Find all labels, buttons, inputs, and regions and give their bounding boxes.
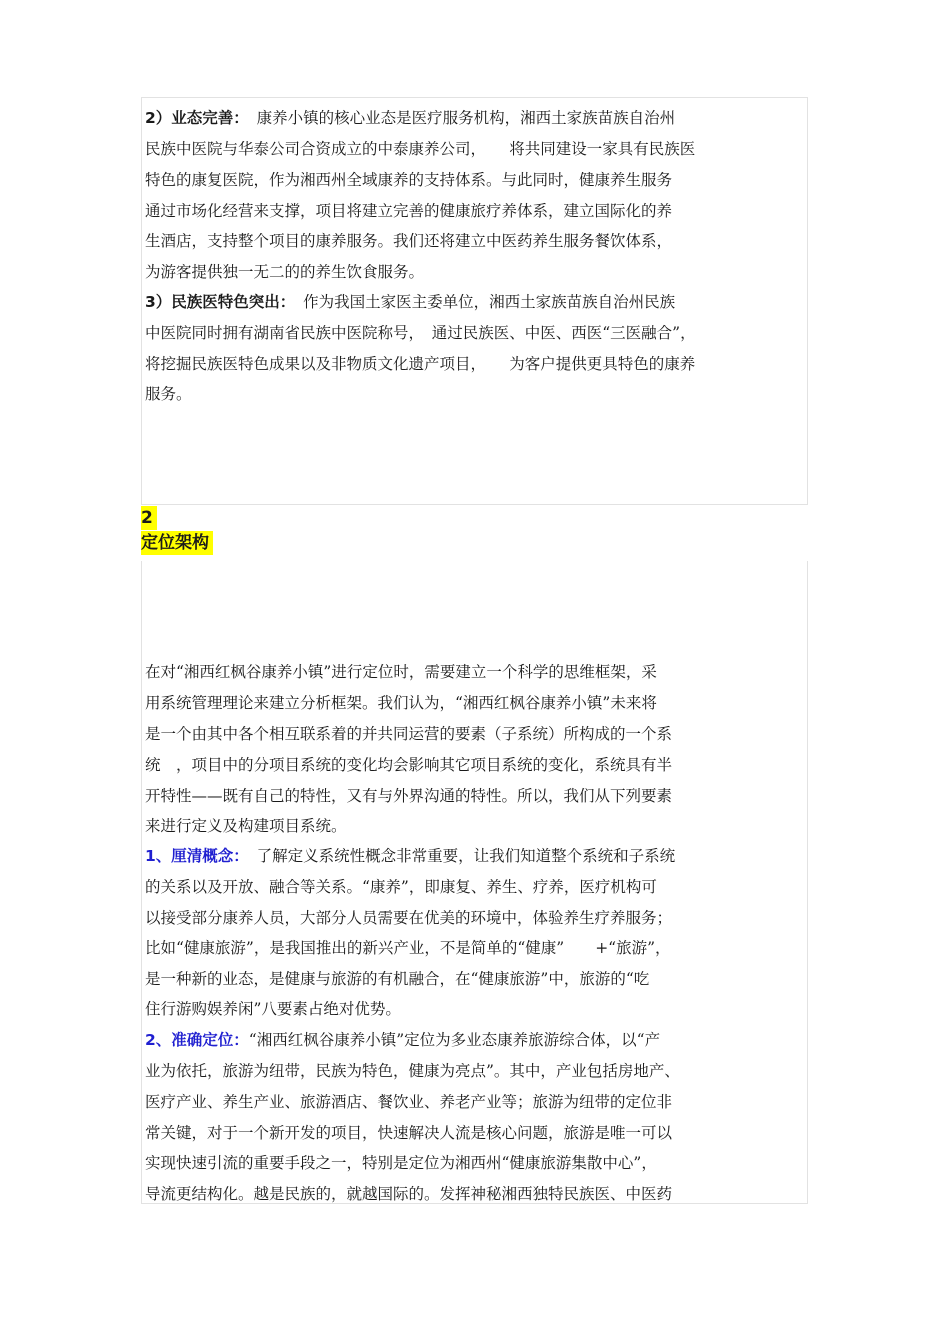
paragraph-line: 民族中医院与华泰公司合资成立的中泰康养公司， 将共同建设一家具有民族医 (145, 140, 696, 158)
paragraph-line: 为游客提供独一无二的的养生饮食服务。 (145, 263, 425, 281)
paragraph-line: 统 ，项目中的分项目系统的变化均会影响其它项目系统的变化，系统具有半 (145, 756, 673, 774)
paragraph-line: 通过市场化经营来支撑，项目将建立完善的健康旅疗养体系，建立国际化的养 (145, 202, 673, 220)
paragraph-line (145, 1029, 660, 1051)
paragraph-line: 导流更结构化。越是民族的，就越国际的。发挥神秘湘西独特民族医、中医药 (145, 1185, 673, 1203)
paragraph-line (145, 107, 675, 129)
paragraph-line: 住行游购娱养闲”八要素占绝对优势。 (145, 1000, 401, 1018)
paragraph-line: 以接受部分康养人员，大部分人员需要在优美的环境中，体验养生疗养服务； (145, 909, 673, 927)
paragraph-line: 医疗产业、养生产业、旅游酒店、餐饮业、养老产业等；旅游为纽带的定位非 (145, 1093, 673, 1111)
subheading-clarify-concept: 1、厘清概念： (145, 847, 242, 865)
section-title: 定位架构 (141, 531, 213, 555)
paragraph-line: 业为依托，旅游为纽带，民族为特色，健康为亮点”。其中，产业包括房地产、 (145, 1062, 680, 1080)
paragraph-line: 的关系以及开放、融合等关系。“康养”，即康复、养生、疗养，医疗机构可 (145, 878, 657, 896)
paragraph-line: 服务。 (145, 385, 192, 403)
paragraph-line: 在对“湘西红枫谷康养小镇”进行定位时，需要建立一个科学的思维框架，采 (145, 663, 657, 681)
paragraph-line: 实现快速引流的重要手段之一，特别是定位为湘西州“健康旅游集散中心”， (145, 1154, 657, 1172)
paragraph-line (145, 291, 675, 313)
paragraph-line: 将挖掘民族医特色成果以及非物质文化遗产项目， 为客户提供更具特色的康养 (145, 355, 696, 373)
paragraph-line: 开特性——既有自己的特性，又有与外界沟通的特性。所以，我们从下列要素 (145, 787, 673, 805)
line-text: 了解定义系统性概念非常重要，让我们知道整个系统和子系统 (256, 847, 676, 865)
paragraph-line: 特色的康复医院，作为湘西州全域康养的支持体系。与此同时，健康养生服务 (145, 171, 673, 189)
line-text: 作为我国土家医主委单位，湘西土家族苗族自治州民族 (303, 293, 676, 311)
paragraph-line: 常关键，对于一个新开发的项目，快速解决人流是核心问题，旅游是唯一可以 (145, 1124, 673, 1142)
paragraph-line (145, 845, 675, 867)
paragraph-line: 是一种新的业态，是健康与旅游的有机融合，在“健康旅游”中，旅游的“吃 (145, 970, 650, 988)
paragraph-line: 中医院同时拥有湖南省民族中医院称号， 通过民族医、中医、西医“三医融合”， (145, 324, 696, 342)
paragraph-line: 比如“健康旅游”，是我国推出的新兴产业，不是简单的“健康” +“旅游”， (145, 939, 671, 957)
line-text: “湘西红枫谷康养小镇”定位为多业态康养旅游综合体，以“产 (248, 1031, 661, 1049)
paragraph-line: 生酒店，支持整个项目的康养服务。我们还将建立中医药养生服务餐饮体系， (145, 232, 673, 250)
paragraph-line: 是一个由其中各个相互联系着的并共同运营的要素（子系统）所构成的一个系 (145, 725, 673, 743)
subheading-positioning: 2、准确定位： (145, 1031, 249, 1049)
section-number: 2 (141, 506, 157, 530)
subheading-business-format: 2）业态完善： (145, 109, 242, 127)
paragraph-line: 用系统管理理论来建立分析框架。我们认为，“湘西红枫谷康养小镇”未来将 (145, 694, 657, 712)
subheading-ethnic-medicine: 3）民族医特色突出： (145, 293, 288, 311)
paragraph-line: 来进行定义及构建项目系统。 (145, 817, 347, 835)
line-text: 康养小镇的核心业态是医疗服务机构，湘西土家族苗族自治州 (256, 109, 676, 127)
